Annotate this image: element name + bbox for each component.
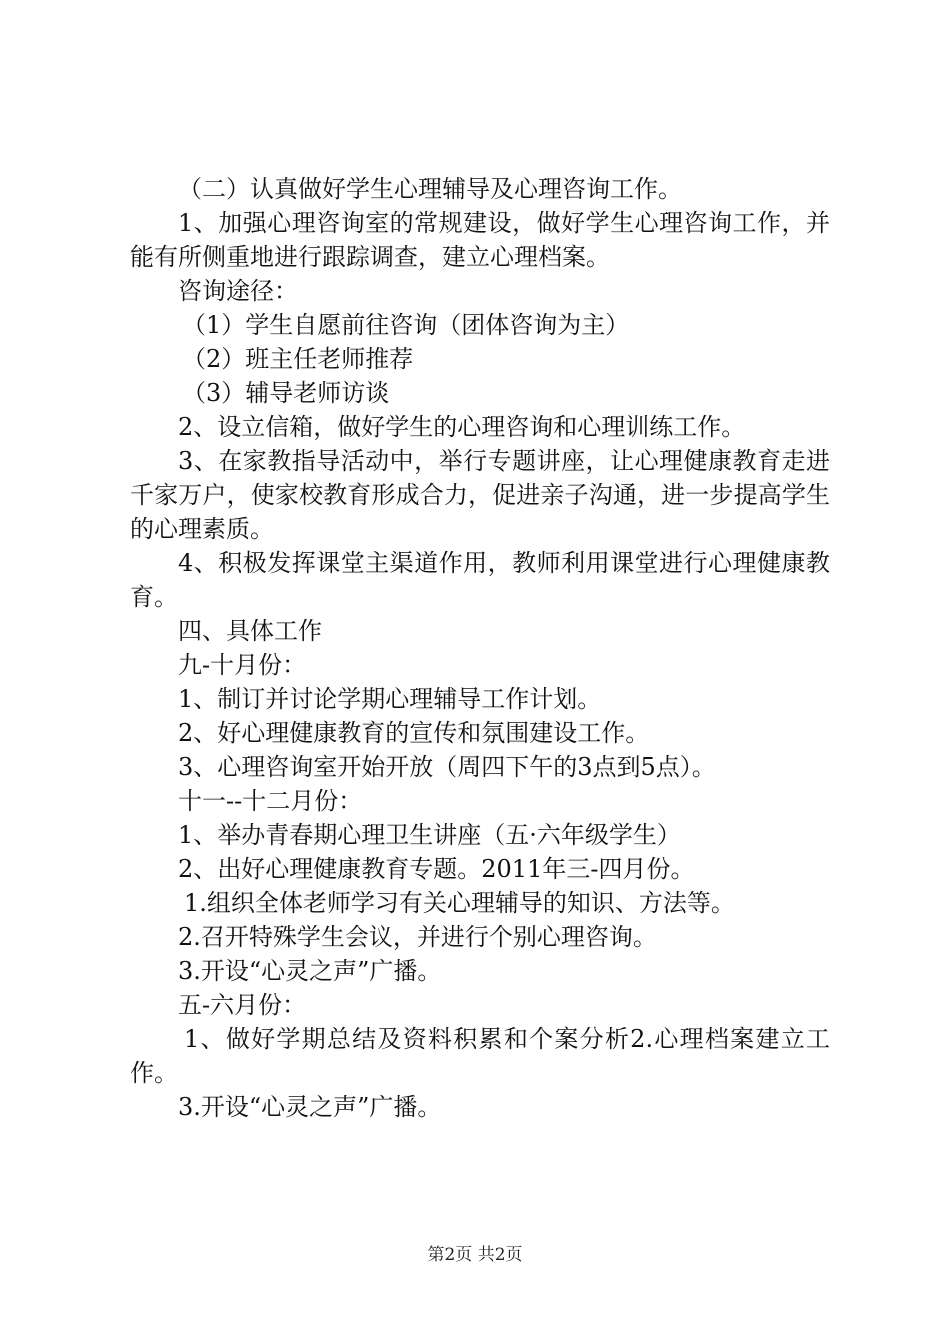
list-item: 3.开设“心灵之声”广播。 — [178, 957, 442, 985]
list-item: 1、制订并讨论学期心理辅导工作计划。 — [178, 685, 602, 713]
page-footer — [0, 1240, 950, 1265]
subheading: 五-六月份： — [178, 991, 307, 1019]
paragraph: 3、在家教指导活动中，举行专题讲座，让心理健康教育走进千家万户，使家校教育形成合力，促进亲子沟通，进一步提高学生的心理素质。 — [130, 447, 830, 543]
list-item: （3）辅导老师访谈 — [182, 379, 390, 407]
list-item: 3.开设“心灵之声”广播。 — [178, 1093, 442, 1121]
subheading: 九-十月份： — [178, 651, 307, 679]
paragraph: 4、积极发挥课堂主渠道作用，教师利用课堂进行心理健康教育。 — [130, 549, 830, 611]
list-item: （2）班主任老师推荐 — [182, 345, 414, 373]
list-item: 2、出好心理健康教育专题。2011年三-四月份。 — [178, 855, 695, 883]
section-heading: 四、具体工作 — [178, 617, 322, 645]
list-item: 2、好心理健康教育的宣传和氛围建设工作。 — [178, 719, 650, 747]
paragraph: 咨询途径： — [178, 277, 298, 305]
document-body — [130, 172, 830, 1124]
paragraph: 1、加强心理咨询室的常规建设，做好学生心理咨询工作，并能有所侧重地进行跟踪调查，建立心理档案。 — [130, 209, 830, 271]
list-item: 3、心理咨询室开始开放（周四下午的3点到5点）。 — [178, 753, 716, 781]
list-item: 1、举办青春期心理卫生讲座（五·六年级学生） — [178, 821, 681, 849]
page-number: 第2页 共2页 — [427, 1245, 523, 1265]
list-item: （1）学生自愿前往咨询（团体咨询为主） — [182, 311, 630, 339]
subheading: 十一--十二月份： — [178, 787, 363, 815]
paragraph: 2、设立信箱，做好学生的心理咨询和心理训练工作。 — [178, 413, 746, 441]
list-item: 1.组织全体老师学习有关心理辅导的知识、方法等。 — [184, 889, 735, 917]
section-heading: （二）认真做好学生心理辅导及心理咨询工作。 — [178, 175, 682, 203]
paragraph: 1、做好学期总结及资料积累和个案分析2.心理档案建立工作。 — [130, 1025, 830, 1087]
list-item: 2.召开特殊学生会议，并进行个别心理咨询。 — [178, 923, 657, 951]
